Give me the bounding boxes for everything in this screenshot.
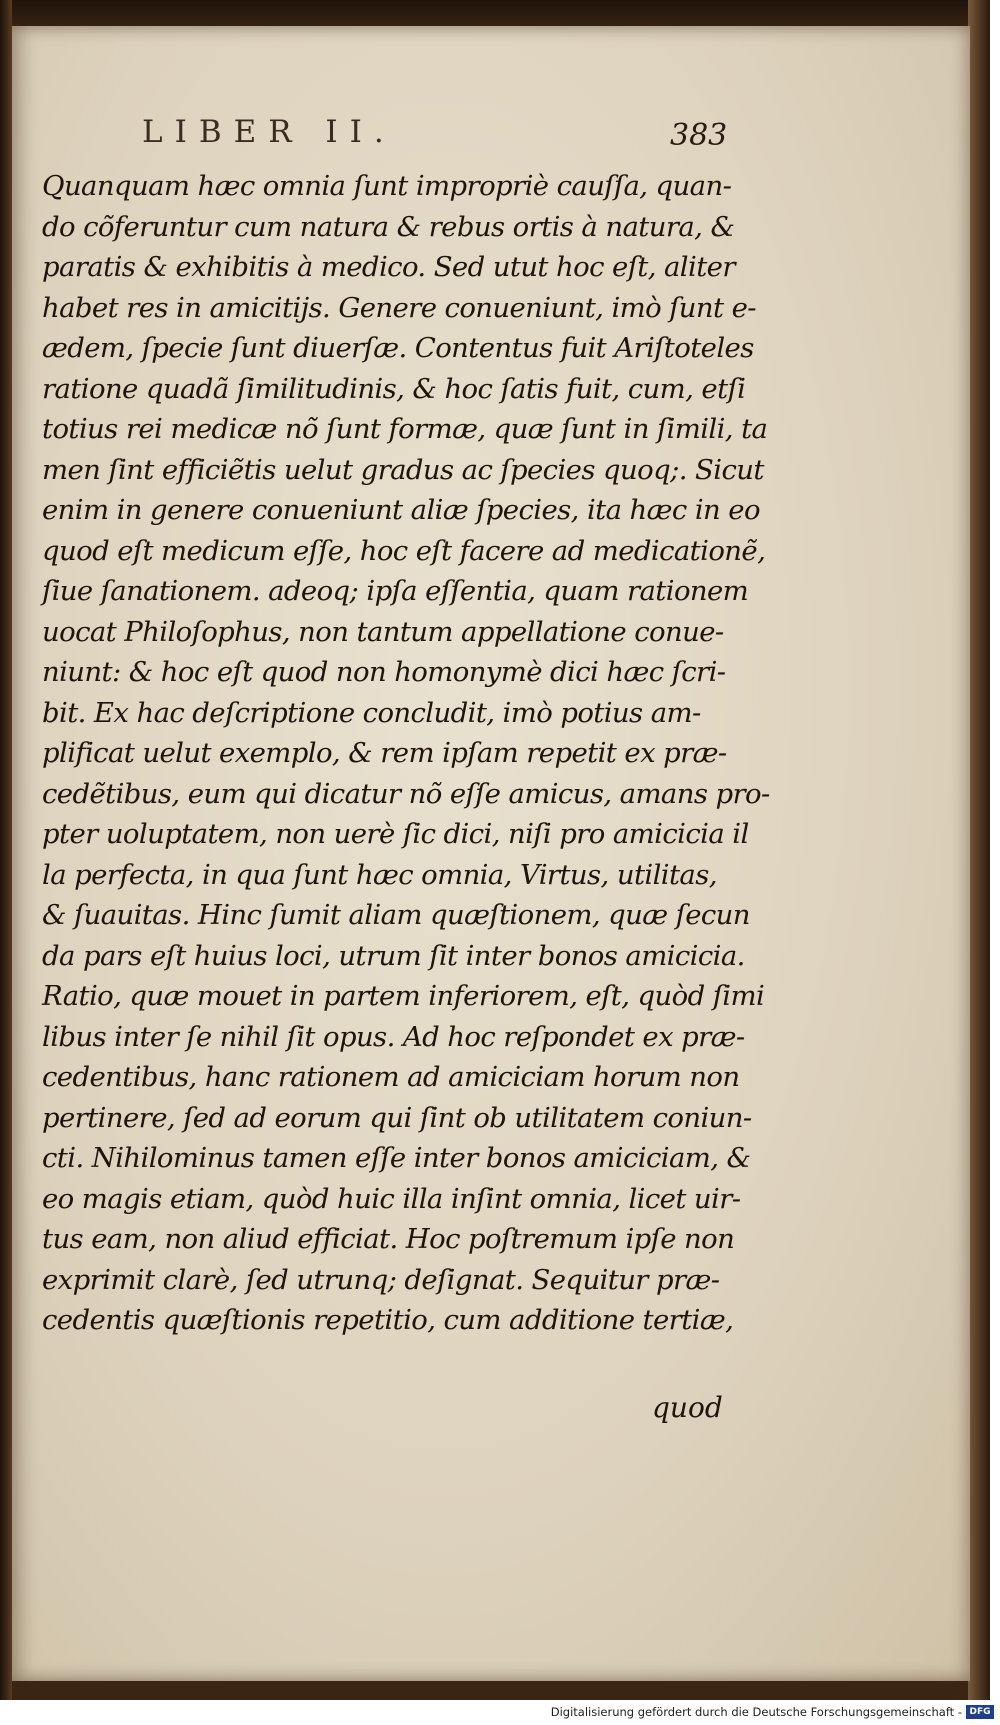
text-line: eo magis etiam, quòd huic illa inſint omnia, licet uir- [42, 1182, 741, 1215]
text-line: libus inter ſe nihil ſit opus. Ad hoc reſpondet ex præ- [42, 1020, 745, 1053]
text-line: cedentibus, hanc rationem ad amiciciam horum non [42, 1061, 740, 1093]
text-line: da pars eſt huius loci, utrum ſit inter bonos amicicia. [42, 939, 745, 972]
text-line: paratis & exhibitis à medico. Sed utut hoc eſt, aliter [42, 251, 735, 283]
running-head: LIBER II. [142, 114, 396, 150]
text-line: cedentis quæſtionis repetitio, cum additione tertiæ, [42, 1304, 734, 1336]
text-line: Ratio, quæ mouet in partem inferiorem, eſt, quòd ſimi [42, 980, 765, 1012]
text-line: cedẽtibus, eum qui dicatur nõ eſſe amicus, amans pro- [42, 777, 770, 810]
page-edge-right [968, 0, 990, 1700]
footer-bar [0, 1700, 1000, 1725]
book-page [12, 26, 970, 1681]
text-line: ſiue ſanationem. adeoq; ipſa eſſentia, quam rationem [42, 575, 749, 607]
text-line: ædem, ſpecie ſunt diuerſæ. Contentus fuit Ariſtoteles [42, 332, 754, 364]
text-line: men ſint efficiẽtis uelut gradus ac ſpecies quoq;. Sicut [42, 453, 764, 486]
text-line: pertinere, ſed ad eorum qui ſint ob utilitatem coniun- [42, 1101, 752, 1134]
dfg-logo: DFG [966, 1705, 994, 1719]
text-line: bit. Ex hac deſcriptione concludit, imò potius am- [42, 696, 701, 729]
text-line: quod eſt medicum eſſe, hoc eſt facere ad medicationẽ, [42, 534, 766, 567]
text-line: cti. Nihilominus tamen eſſe inter bonos amiciciam, & [42, 1142, 751, 1174]
text-line: niunt: & hoc eſt quod non homonymè dici hæc ſcri- [42, 656, 726, 688]
text-line: plificat uelut exemplo, & rem ipſam repetit ex præ- [42, 737, 727, 769]
text-line: & ſuauitas. Hinc ſumit aliam quæſtionem, quæ ſecun [42, 899, 750, 931]
text-line: uocat Philoſophus, non tantum appellatione conue- [42, 615, 724, 648]
catchword: quod [652, 1391, 723, 1424]
page-number: 383 [670, 118, 728, 153]
text-line: totius rei medicæ nõ ſunt formæ, quæ ſunt in ſimili, ta [42, 413, 768, 445]
body-text [42, 166, 770, 1341]
text-line: habet res in amicitijs. Genere conueniunt, imò ſunt e- [42, 291, 756, 324]
text-line: do cõferuntur cum natura & rebus ortis à natura, & [42, 210, 735, 243]
text-line: la perfecta, in qua ſunt hæc omnia, Virtus, utilitas, [42, 858, 717, 891]
page-edge-left [0, 0, 12, 1700]
text-line: enim in genere conueniunt aliæ ſpecies, ita hæc in eo [42, 494, 760, 526]
text-line: Quanquam hæc omnia ſunt impropriè cauſſa, quan- [42, 170, 732, 202]
text-line: ratione quadã ſimilitudinis, & hoc ſatis fuit, cum, etſi [42, 372, 746, 405]
footer-credit: Digitalisierung gefördert durch die Deutsche Forschungsgemeinschaft - [550, 1705, 962, 1719]
text-line: tus eam, non aliud efficiat. Hoc poſtremum ipſe non [42, 1223, 735, 1255]
text-line: exprimit clarè, ſed utrunq; deſignat. Sequitur præ- [42, 1263, 720, 1296]
text-line: pter uoluptatem, non uerè ſic dici, niſi pro amicicia il [42, 818, 749, 850]
